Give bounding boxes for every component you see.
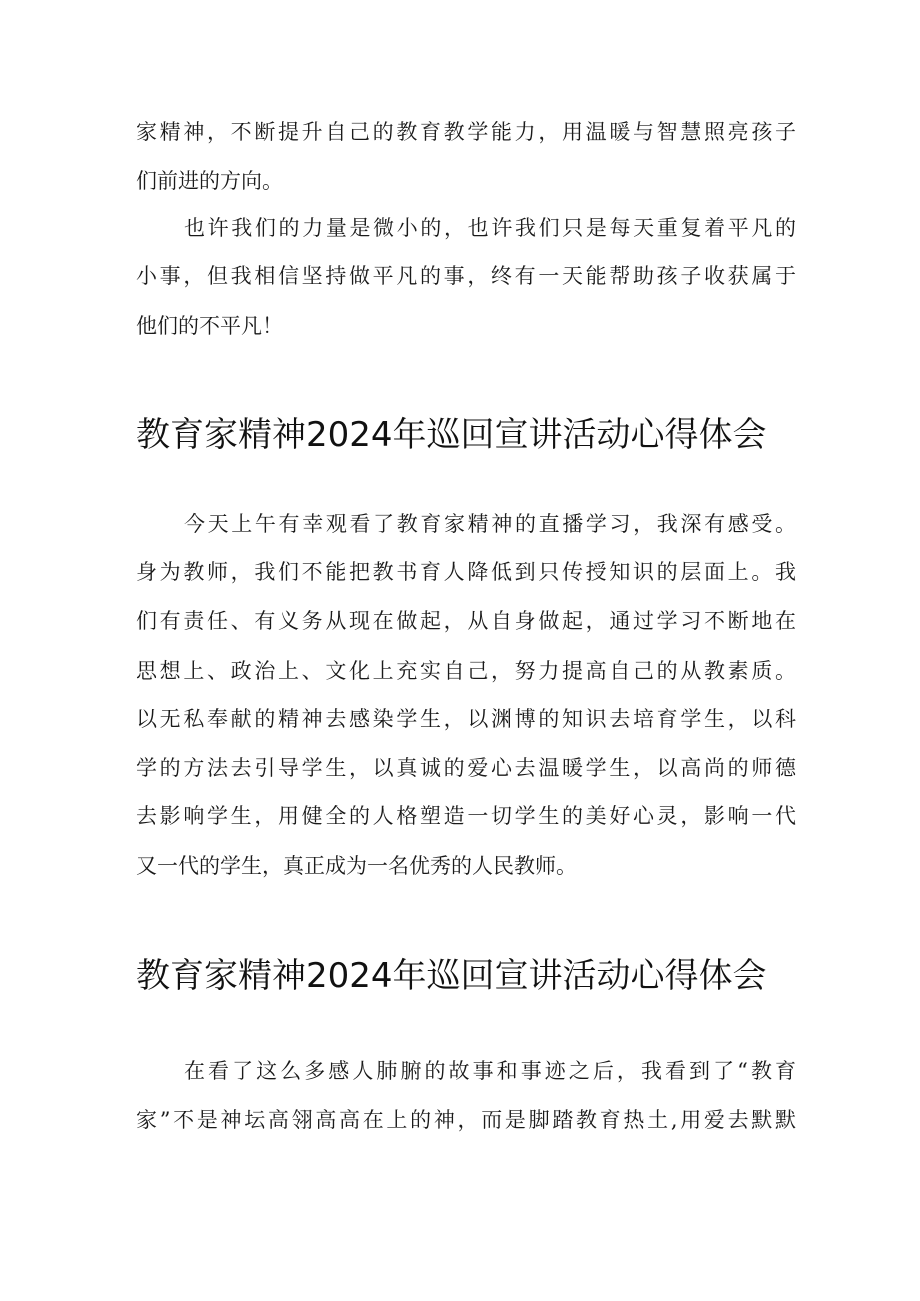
paragraph-line: 身为教师，我们不能把教书育人降低到只传授知识的层面上。我 — [136, 560, 796, 584]
paragraph-line: 也许我们的力量是微小的，也许我们只是每天重复着平凡的 — [184, 216, 796, 240]
paragraph-line: 学的方法去引导学生，以真诚的爱心去温暖学生，以高尚的师德 — [136, 756, 796, 780]
section-heading: 教育家精神2024年巡回宣讲活动心得体会 — [136, 956, 767, 996]
paragraph-line: 以无私奉献的精神去感染学生，以渊博的知识去培育学生，以科 — [136, 707, 796, 731]
paragraph-line: 今天上午有幸观看了教育家精神的直播学习，我深有感受。 — [184, 512, 796, 536]
paragraph-line: 去影响学生，用健全的人格塑造一切学生的美好心灵，影响一代 — [136, 804, 796, 828]
section-heading: 教育家精神2024年巡回宣讲活动心得体会 — [136, 415, 767, 455]
paragraph-line: 们有责任、有义务从现在做起，从自身做起，通过学习不断地在 — [136, 609, 796, 633]
paragraph-line: 家精神，不断提升自己的教育教学能力，用温暖与智慧照亮孩子 — [136, 120, 796, 144]
paragraph-line: 家”不是神坛高翎高高在上的神，而是脚踏教育热土,用爱去默默 — [136, 1108, 796, 1132]
paragraph-line: 他们的不平凡！ — [136, 314, 283, 338]
paragraph-line: 小事，但我相信坚持做平凡的事，终有一天能帮助孩子收获属于 — [136, 264, 796, 288]
paragraph-line: 们前进的方向。 — [136, 169, 283, 193]
paragraph-line: 又一代的学生，真正成为一名优秀的人民教师。 — [136, 854, 577, 878]
paragraph-line: 在看了这么多感人肺腑的故事和事迹之后，我看到了“教育 — [184, 1059, 796, 1083]
paragraph-line: 思想上、政治上、文化上充实自己，努力提高自己的从教素质。 — [136, 659, 796, 683]
